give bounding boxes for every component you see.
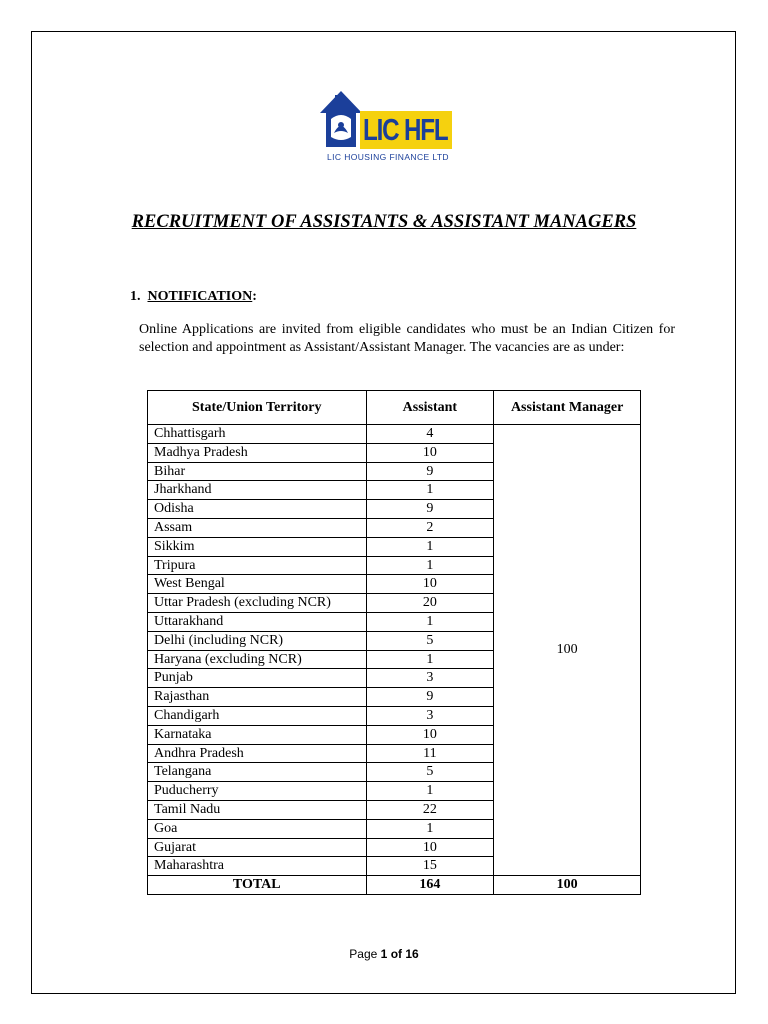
assistant-cell: 5 bbox=[366, 631, 494, 650]
assistant-cell: 1 bbox=[366, 782, 494, 801]
logo-subtitle: LIC HOUSING FINANCE LTD bbox=[327, 152, 449, 162]
assistant-cell: 9 bbox=[366, 462, 494, 481]
assistant-cell: 3 bbox=[366, 706, 494, 725]
state-cell: Bihar bbox=[148, 462, 367, 481]
assistant-cell: 10 bbox=[366, 838, 494, 857]
state-cell: Telangana bbox=[148, 763, 367, 782]
house-logo-icon bbox=[318, 89, 364, 149]
current-page: 1 bbox=[380, 947, 388, 961]
of-word: of bbox=[390, 947, 403, 961]
state-cell: Jharkhand bbox=[148, 481, 367, 500]
state-cell: Andhra Pradesh bbox=[148, 744, 367, 763]
assistant-cell: 9 bbox=[366, 500, 494, 519]
section-heading-colon: : bbox=[252, 289, 257, 304]
assistant-cell: 1 bbox=[366, 819, 494, 838]
state-cell: Uttarakhand bbox=[148, 612, 367, 631]
header-state: State/Union Territory bbox=[148, 391, 367, 425]
table-body bbox=[148, 425, 641, 895]
state-cell: Rajasthan bbox=[148, 688, 367, 707]
header-assistant-manager: Assistant Manager bbox=[494, 391, 641, 425]
logo-brand-text: LIC HFL bbox=[363, 112, 448, 147]
table-header-row bbox=[148, 391, 641, 425]
assistant-cell: 10 bbox=[366, 443, 494, 462]
assistant-cell: 3 bbox=[366, 669, 494, 688]
state-cell: Karnataka bbox=[148, 725, 367, 744]
state-cell: Gujarat bbox=[148, 838, 367, 857]
state-cell: Goa bbox=[148, 819, 367, 838]
section-heading bbox=[130, 289, 257, 305]
state-cell: Punjab bbox=[148, 669, 367, 688]
header-assistant: Assistant bbox=[366, 391, 494, 425]
total-row bbox=[148, 876, 641, 895]
section-heading-text: NOTIFICATION bbox=[147, 289, 253, 304]
state-cell: Tripura bbox=[148, 556, 367, 575]
state-cell: Delhi (including NCR) bbox=[148, 631, 367, 650]
total-assistant: 164 bbox=[366, 876, 494, 895]
state-cell: Maharashtra bbox=[148, 857, 367, 876]
state-cell: Uttar Pradesh (excluding NCR) bbox=[148, 594, 367, 613]
document-title: RECRUITMENT OF ASSISTANTS & ASSISTANT MANAGERS bbox=[131, 212, 637, 232]
table-row bbox=[148, 425, 641, 444]
state-cell: Chhattisgarh bbox=[148, 425, 367, 444]
assistant-cell: 10 bbox=[366, 725, 494, 744]
intro-paragraph: Online Applications are invited from eligible candidates who must be an Indian Citizen for selection and appointment as Assistant/Assistant Manager. The vacancies are as under: bbox=[139, 322, 675, 355]
assistant-cell: 5 bbox=[366, 763, 494, 782]
total-assistant-manager: 100 bbox=[494, 876, 641, 895]
assistant-cell: 10 bbox=[366, 575, 494, 594]
state-cell: West Bengal bbox=[148, 575, 367, 594]
assistant-manager-cell: 100 bbox=[494, 425, 641, 876]
state-cell: Sikkim bbox=[148, 537, 367, 556]
assistant-cell: 9 bbox=[366, 688, 494, 707]
state-cell: Assam bbox=[148, 518, 367, 537]
state-cell: Puducherry bbox=[148, 782, 367, 801]
assistant-cell: 20 bbox=[366, 594, 494, 613]
assistant-cell: 1 bbox=[366, 481, 494, 500]
assistant-cell: 2 bbox=[366, 518, 494, 537]
assistant-cell: 15 bbox=[366, 857, 494, 876]
state-cell: Tamil Nadu bbox=[148, 800, 367, 819]
assistant-cell: 4 bbox=[366, 425, 494, 444]
state-cell: Haryana (excluding NCR) bbox=[148, 650, 367, 669]
total-label: TOTAL bbox=[148, 876, 367, 895]
assistant-cell: 1 bbox=[366, 537, 494, 556]
assistant-cell: 22 bbox=[366, 800, 494, 819]
section-number: 1. bbox=[130, 289, 141, 304]
company-logo bbox=[318, 89, 454, 165]
total-pages: 16 bbox=[405, 947, 419, 961]
assistant-cell: 11 bbox=[366, 744, 494, 763]
page-word: Page bbox=[349, 947, 378, 961]
page-footer bbox=[0, 947, 768, 961]
state-cell: Odisha bbox=[148, 500, 367, 519]
vacancy-table bbox=[147, 390, 641, 895]
assistant-cell: 1 bbox=[366, 650, 494, 669]
state-cell: Madhya Pradesh bbox=[148, 443, 367, 462]
assistant-cell: 1 bbox=[366, 612, 494, 631]
assistant-cell: 1 bbox=[366, 556, 494, 575]
state-cell: Chandigarh bbox=[148, 706, 367, 725]
